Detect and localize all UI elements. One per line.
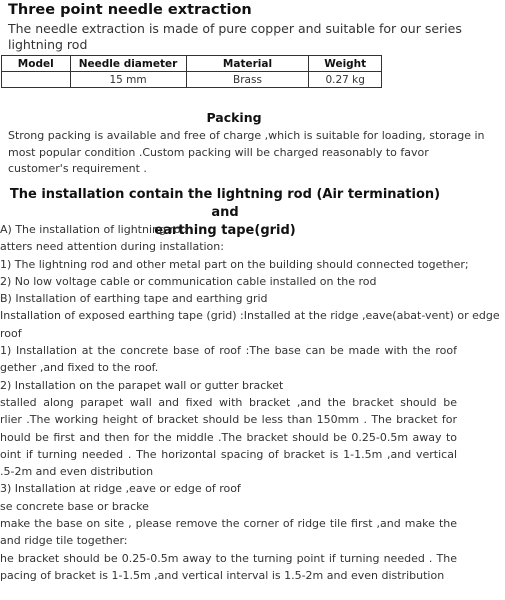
text-line: 2) Installation on the parapet wall or gutter bracket xyxy=(0,378,284,392)
text-line: Installation of exposed earthing tape (grid) :Installed at the ridge ,eave(abat-vent) or edge xyxy=(0,309,500,323)
spec-table xyxy=(1,55,382,88)
packing-paragraph: Strong packing is available and free of charge ,which is suitable for loading, storage in most popular condition .Custom packing will be charged reasonably to favor customer's requirement . xyxy=(8,129,485,175)
text-line: 2) No low voltage cable or communication cable installed on the rod xyxy=(0,274,377,288)
col-weight-header: Weight xyxy=(309,56,382,72)
installation-heading-line-2: earthing tape(grid) xyxy=(154,223,296,238)
text-line: he bracket should be 0.25-0.5m away to the turning point if turning needed . The xyxy=(0,551,457,565)
installation-heading-line-1: The installation contain the lightning rod (Air termination) and xyxy=(9,187,441,220)
text-line: atters need attention during installation: xyxy=(0,240,224,254)
cell-weight: 0.27 kg xyxy=(309,72,382,88)
text-line: make the base on site , please remove the corner of ridge tile first ,and make the xyxy=(0,517,457,531)
text-line: roof xyxy=(0,326,22,340)
cell-model xyxy=(2,72,71,88)
text-line: 1) Installation at the concrete base of roof :The base can be made with the roof xyxy=(0,344,457,358)
col-needle-diameter-header: Needle diameter xyxy=(70,56,186,72)
text-line: rlier .The working height of bracket should be less than 150mm . The bracket for xyxy=(0,413,457,427)
text-line: hould be first and then for the middle .The bracket should be 0.25-0.5m away to xyxy=(0,430,457,444)
text-line: 1) The lightning rod and other metal part on the building should connected together; xyxy=(0,257,469,271)
text-line: A) The installation of lightning rod xyxy=(0,223,188,236)
spec-table-header-row xyxy=(2,56,382,72)
section-title: Three point needle extraction xyxy=(8,2,252,18)
text-line: and ridge tile togetherː xyxy=(0,534,128,548)
text-line: pacing of bracket is 1-1.5m ,and vertical interval is 1.5-2m and even distribution xyxy=(0,568,445,582)
col-material-header: Material xyxy=(186,56,309,72)
text-line: .5-2m and even distribution xyxy=(0,465,154,479)
text-line: B) Installation of earthing tape and earthing grid xyxy=(0,292,268,306)
table-row xyxy=(2,72,382,88)
installation-body xyxy=(0,221,505,584)
text-line: oint if turning needed . The horizontal spacing of bracket is 1-1.5m ,and vertical xyxy=(0,447,457,461)
text-line: stalled along parapet wall and fixed with bracket ,and the bracket should be xyxy=(0,395,457,409)
intro-paragraph: The needle extraction is made of pure copper and suitable for our series lightning rod xyxy=(8,21,462,52)
text-line: 3) Installation at ridge ,eave or edge of roof xyxy=(0,482,241,496)
col-model-header: Model xyxy=(2,56,71,72)
text-line: se concrete base or bracke xyxy=(0,499,149,513)
text-line: gether ,and fixed to the roof. xyxy=(0,361,159,375)
cell-needle-diameter: 15 mm xyxy=(70,72,186,88)
packing-heading: Packing xyxy=(206,110,262,125)
cell-material: Brass xyxy=(186,72,309,88)
